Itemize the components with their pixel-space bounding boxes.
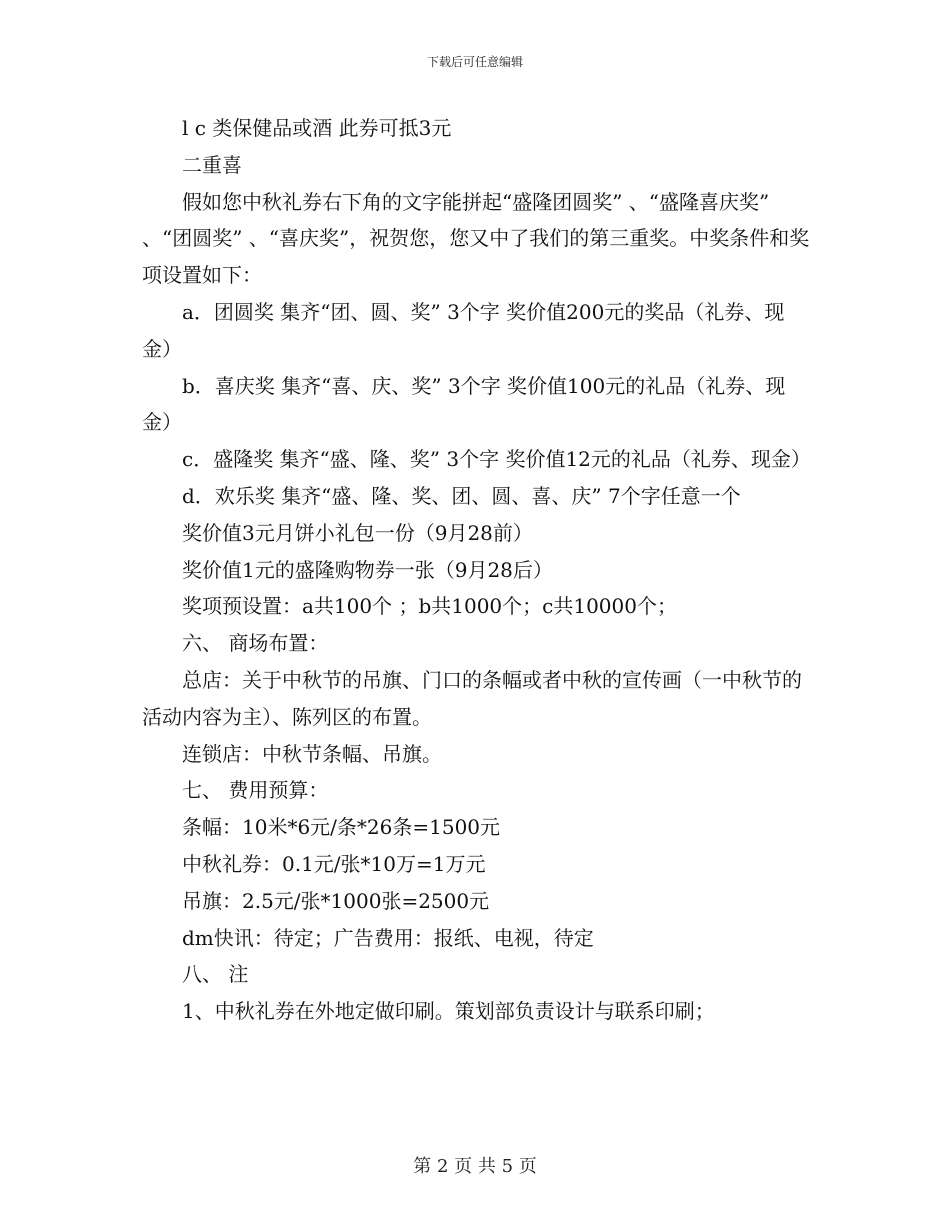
paragraph: 总店：关于中秋节的吊旗、门口的条幅或者中秋的宣传画（一中秋节的活动内容为主）、陈列区的布置。 <box>142 667 802 729</box>
paragraph: 1、中秋礼券在外地定做印刷。策划部负责设计与联系印刷； <box>182 999 715 1024</box>
paragraph: 奖价值3元月饼小礼包一份（9月28前） <box>182 520 533 545</box>
paragraph: c．盛隆奖 集齐“盛、隆、奖” 3个字 奖价值12元的礼品（礼券、现金） <box>182 447 811 472</box>
paragraph: b．喜庆奖 集齐“喜、庆、奖” 3个字 奖价值100元的礼品（礼券、现金） <box>142 373 786 435</box>
paragraph: 中秋礼券：0.1元/张*10万=1万元 <box>182 851 486 876</box>
paragraph: 假如您中秋礼券右下角的文字能拼起“盛隆团圆奖” 、“盛隆喜庆奖” 、“团圆奖” 、“喜庆奖”，祝贺您，您又中了我们的第三重奖。中奖条件和奖项设置如下： <box>142 189 810 288</box>
page-number: 第 2 页 共 5 页 <box>413 1156 537 1177</box>
section-heading: 七、 费用预算： <box>182 778 329 803</box>
section-heading: 六、 商场布置： <box>182 631 329 656</box>
paragraph: d．欢乐奖 集齐“盛、隆、奖、团、圆、喜、庆” 7个字任意一个 <box>182 483 741 508</box>
section-heading: 八、 注 <box>182 962 249 987</box>
paragraph: a．团圆奖 集齐“团、圆、奖” 3个字 奖价值200元的奖品（礼券、现金） <box>142 299 785 361</box>
page-header: 下载后可任意编辑 <box>426 55 523 69</box>
paragraph: 奖项预设置：a共100个 ；b共1000个；c共10000个； <box>182 594 677 619</box>
paragraph: 二重喜 <box>182 152 242 177</box>
paragraph: dm快讯：待定；广告费用：报纸、电视，待定 <box>182 925 594 950</box>
paragraph: 连锁店：中秋节条幅、吊旗。 <box>182 741 442 766</box>
paragraph: l c 类保健品或酒 此券可抵3元 <box>182 116 452 140</box>
paragraph: 条幅：10米*6元/条*26条=1500元 <box>182 815 501 840</box>
paragraph: 吊旗：2.5元/张*1000张=2500元 <box>182 888 490 913</box>
paragraph: 奖价值1元的盛隆购物券一张（9月28后） <box>182 557 553 582</box>
document-body <box>142 110 810 1030</box>
